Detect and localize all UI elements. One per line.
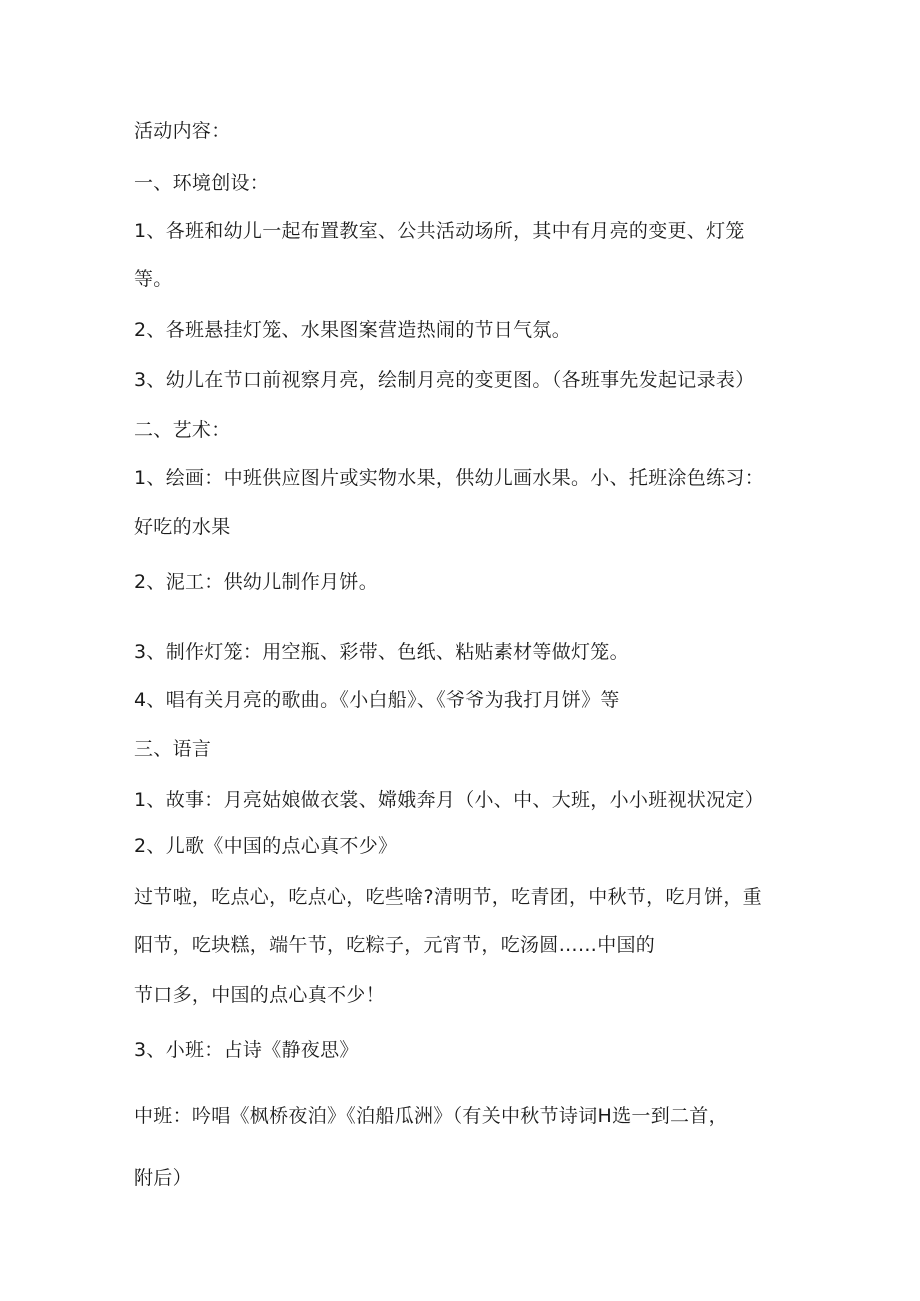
art-item-1-continued: 好吃的水果 [134, 516, 231, 538]
environment-item-1: 1、各班和幼儿一起布置教室、公共活动场所，其中有月亮的变更、灯笼 [134, 220, 745, 242]
art-item-4: 4、唱有关月亮的歌曲。《小白船》、《爷爷为我打月饼》等 [134, 689, 620, 711]
section-language-title: 三、语言 [134, 738, 212, 760]
art-item-1: 1、绘画：中班供应图片或实物水果，供幼儿画水果。小、托班涂色练习： [134, 467, 764, 489]
language-item-3: 3、小班：占诗《静夜思》 [134, 1039, 359, 1061]
song-line-3: 节口多，中国的点心真不少！ [134, 984, 385, 1006]
activity-content-heading: 活动内容： [134, 120, 231, 142]
section-environment-title: 一、环境创设： [134, 172, 270, 194]
middle-class-line-2: 附后） [134, 1167, 192, 1189]
language-item-1: 1、故事：月亮姑娘做衣裳、嫦娥奔月（小、中、大班，小小班视状况定） [134, 789, 764, 811]
art-item-3: 3、制作灯笼：用空瓶、彩带、色纸、粘贴素材等做灯笼。 [134, 641, 629, 663]
section-art-title: 二、艺术： [134, 419, 231, 441]
middle-class-line-1: 中班：吟唱《枫桥夜泊》《泊船瓜洲》（有关中秋节诗词H选一到二首， [134, 1105, 728, 1127]
song-line-1: 过节啦，吃点心，吃点心，吃些啥?清明节，吃青团，中秋节，吃月饼，重 [134, 886, 762, 908]
art-item-2: 2、泥工：供幼儿制作月饼。 [134, 571, 378, 593]
environment-item-3: 3、幼儿在节口前视察月亮，绘制月亮的变更图。（各班事先发起记录表） [134, 369, 755, 391]
environment-item-1-continued: 等。 [134, 268, 173, 290]
song-line-2: 阳节，吃块糕，端午节，吃粽子，元宵节，吃汤圆……中国的 [134, 934, 656, 956]
environment-item-2: 2、各班悬挂灯笼、水果图案营造热闹的节日气氛。 [134, 319, 571, 341]
language-item-2: 2、儿歌《中国的点心真不少》 [134, 835, 398, 857]
